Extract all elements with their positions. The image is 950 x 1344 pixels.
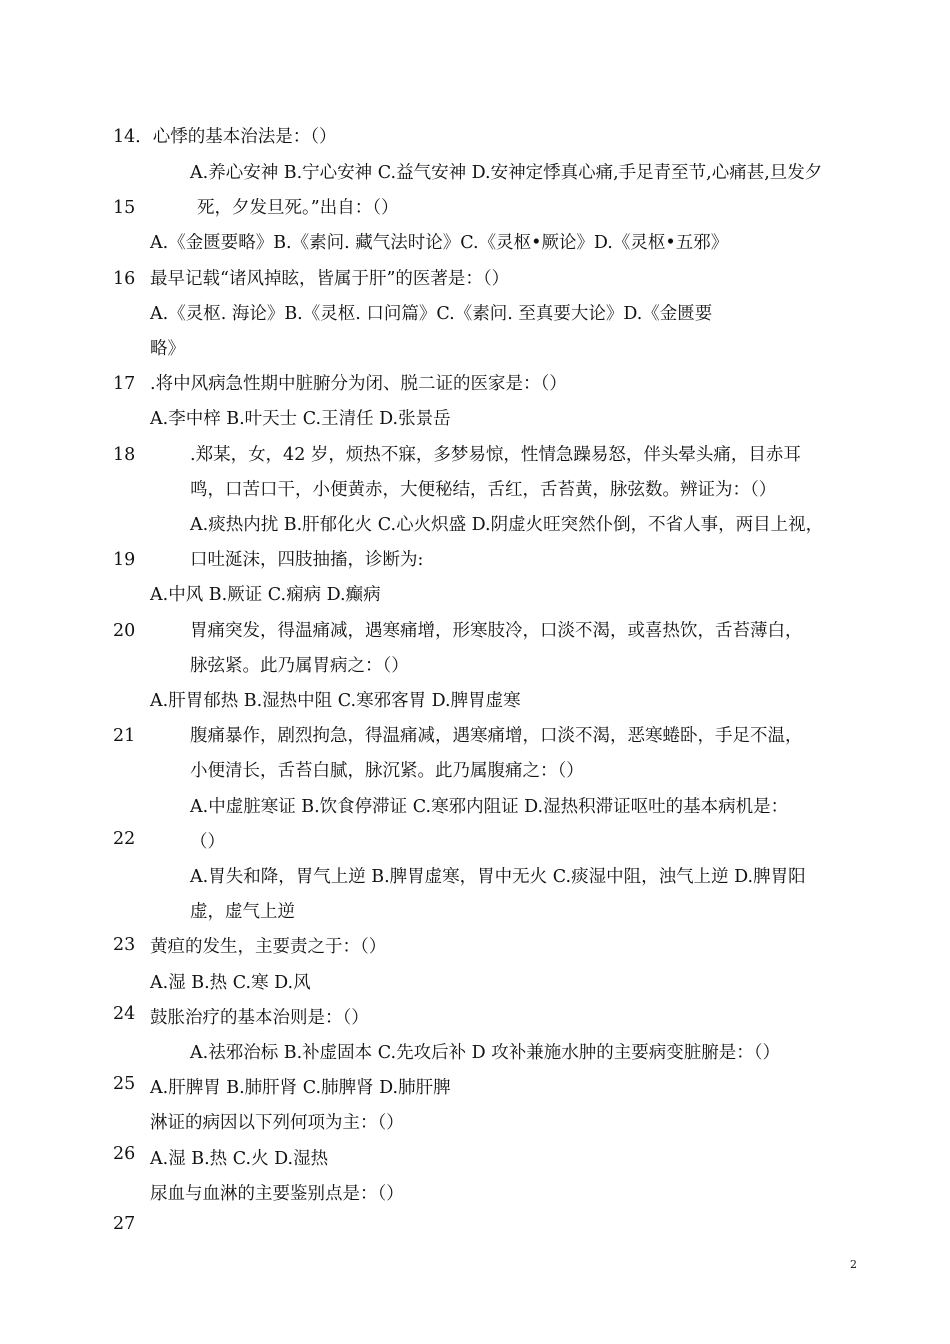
text-line: A.祛邪治标 B.补虚固本 C.先攻后补 D 攻补兼施水肿的主要病变脏腑是：（） — [190, 1043, 780, 1063]
text-line: A.胃失和降，胃气上逆 B.脾胃虚寒，胃中无火 C.痰湿中阻，浊气上逆 D.脾胃阳 — [190, 867, 806, 887]
question-number: 27 — [113, 1214, 136, 1234]
text-line: 死，夕发旦死。”出自：（） — [197, 198, 399, 218]
question-number: 25 — [113, 1074, 136, 1094]
question-number: 20 — [113, 621, 136, 641]
text-line: A.养心安神 B.宁心安神 C.益气安神 D.安神定悸真心痛,手足青至节,心痛甚,旦发夕 — [190, 163, 823, 183]
question-number: 26 — [113, 1144, 136, 1164]
text-line: A.中风 B.厥证 C.痫病 D.癫病 — [150, 585, 381, 605]
text-line: 胃痛突发，得温痛减，遇寒痛增，形寒肢冷，口淡不渴，或喜热饮，舌苔薄白， — [190, 621, 803, 641]
question-number: 23 — [113, 935, 136, 955]
question-14: 14．心悸的基本治法是：（） — [113, 127, 337, 147]
text-line: A.痰热内扰 B.肝郁化火 C.心火炽盛 D.阴虚火旺突然仆倒，不省人事，两目上视， — [190, 515, 824, 535]
text-line: A.肝胃郁热 B.湿热中阻 C.寒邪客胃 D.脾胃虚寒 — [150, 691, 521, 711]
question-number: 17 — [113, 374, 136, 394]
text-line: 淋证的病因以下列何项为主：（） — [150, 1113, 404, 1133]
question-number: 21 — [113, 726, 136, 746]
text-line: 小便清长，舌苔白腻，脉沉紧。此乃属腹痛之：（） — [190, 761, 584, 781]
text-line: 尿血与血淋的主要鉴别点是：（） — [150, 1184, 404, 1204]
question-number: 18 — [113, 445, 136, 465]
text-line: A.肝脾胃 B.肺肝肾 C.肺脾肾 D.肺肝脾 — [150, 1078, 451, 1098]
text-line: A.湿 B.热 C.火 D.湿热 — [150, 1149, 329, 1169]
text-line: A.李中梓 B.叶天士 C.王清任 D.张景岳 — [150, 409, 451, 429]
text-line: 口吐涎沫，四肢抽搐，诊断为: — [190, 550, 424, 570]
text-line: 最早记载“诸风掉眩，皆属于肝”的医著是：（） — [150, 269, 510, 289]
text-line: .郑某，女，42 岁，烦热不寐，多梦易惊，性情急躁易怒，伴头晕头痛，目赤耳 — [190, 445, 801, 465]
text-line: 鼓胀治疗的基本治则是：（） — [150, 1008, 369, 1028]
text-line: 黄疸的发生，主要责之于：（） — [150, 937, 387, 957]
text-line: A.《灵枢. 海论》B.《灵枢. 口问篇》C.《素问. 至真要大论》D.《金匮要 — [150, 304, 713, 324]
question-number: 19 — [113, 550, 136, 570]
text-line: A.中虚脏寒证 B.饮食停滞证 C.寒邪内阻证 D.湿热积滞证呕吐的基本病机是： — [190, 797, 789, 817]
text-line: .将中风病急性期中脏腑分为闭、脱二证的医家是：（） — [150, 374, 567, 394]
text-line: 略》 — [150, 339, 185, 359]
question-number: 24 — [113, 1004, 136, 1024]
text-line: 虚，虚气上逆 — [190, 902, 295, 922]
text-line: 腹痛暴作，剧烈拘急，得温痛减，遇寒痛增，口淡不渴，恶寒蜷卧，手足不温， — [190, 726, 803, 746]
question-number: 22 — [113, 829, 136, 849]
text-line: A.《金匮要略》B.《素问. 藏气法时论》C.《灵枢•厥论》D.《灵枢•五邪》 — [150, 233, 729, 253]
text-line: 脉弦紧。此乃属胃病之：（） — [190, 656, 409, 676]
page-number: 2 — [850, 1258, 857, 1271]
question-number: 16 — [113, 269, 136, 289]
text-line: 鸣，口苦口干，小便黄赤，大便秘结，舌红，舌苔黄，脉弦数。辨证为：（） — [190, 480, 777, 500]
text-line: （） — [190, 832, 225, 852]
text-line: A.湿 B.热 C.寒 D.风 — [150, 973, 311, 993]
question-number: 15 — [113, 198, 136, 218]
